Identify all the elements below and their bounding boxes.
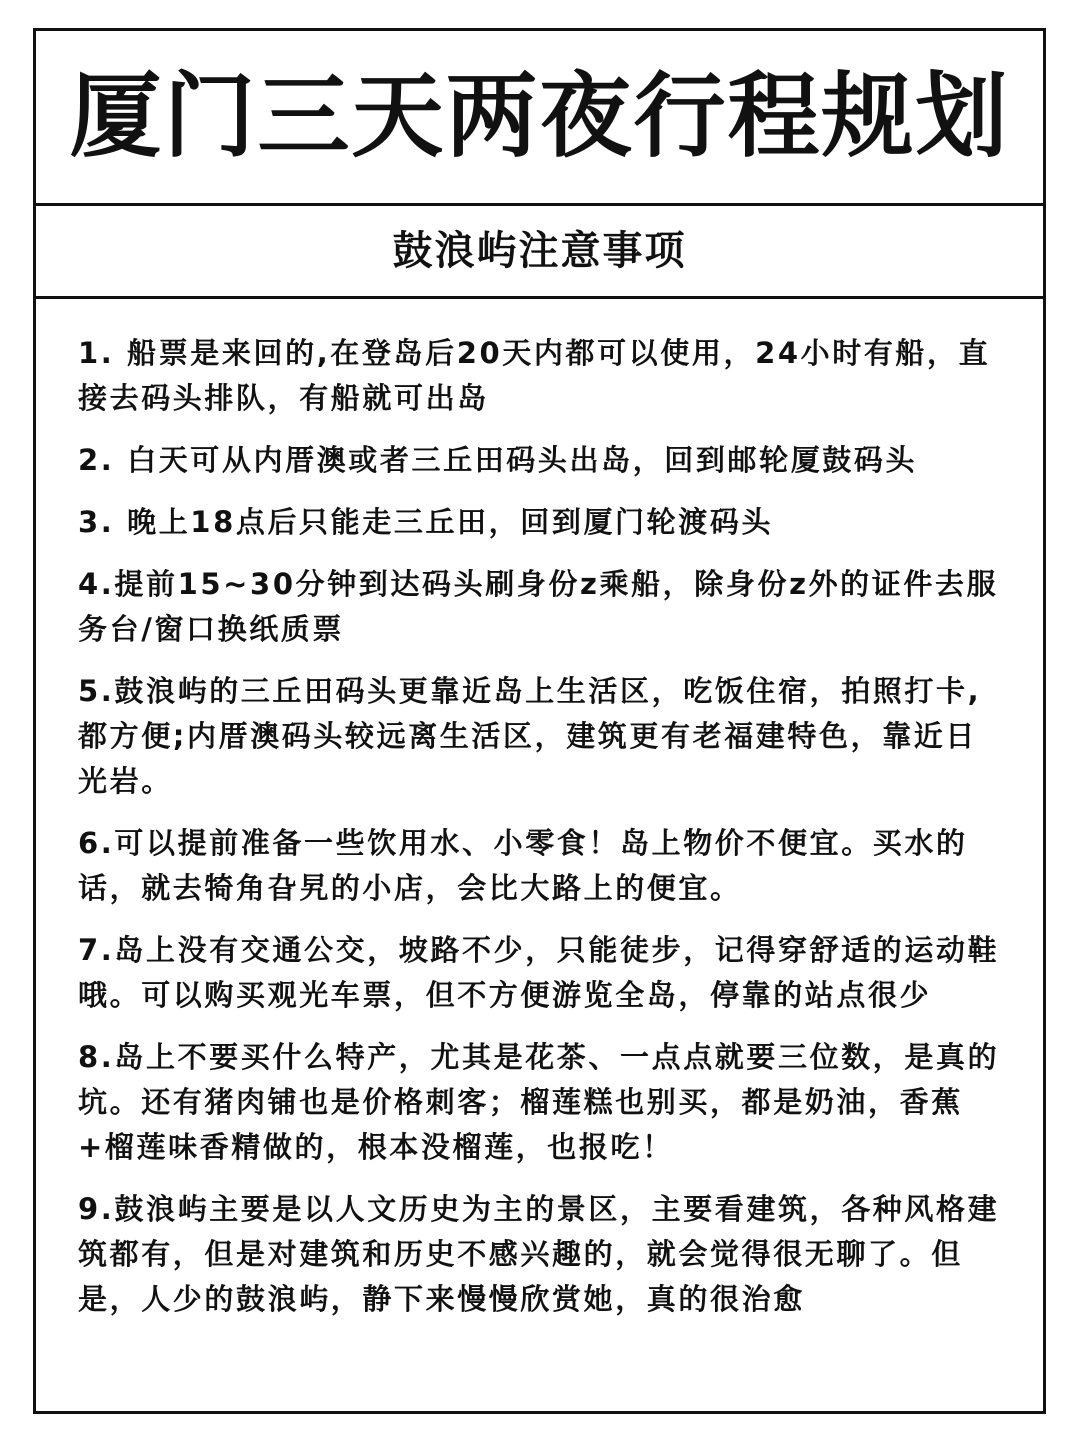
note-item: 2. 白天可从内厝澳或者三丘田码头出岛，回到邮轮厦鼓码头	[78, 443, 918, 477]
subtitle-section	[36, 206, 1043, 299]
note-item: 6.可以提前准备一些饮用水、小零食！岛上物价不便宜。买水的话，就去犄角旮旯的小店，会比大路上的便宜。	[78, 826, 968, 905]
section-subtitle: 鼓浪屿注意事项	[392, 228, 687, 274]
document-frame	[33, 28, 1046, 1414]
note-item: 3. 晚上18点后只能走三丘田，回到厦门轮渡码头	[78, 505, 774, 539]
title-section	[36, 31, 1043, 206]
notes-list	[36, 299, 1043, 1322]
note-item: 7.岛上没有交通公交，坡路不少，只能徒步，记得穿舒适的运动鞋哦。可以购买观光车票，但不方便游览全岛，停靠的站点很少	[78, 933, 1000, 1012]
note-item: 4.提前15~30分钟到达码头刷身份z乘船，除身份z外的证件去服务台/窗口换纸质票	[78, 567, 999, 646]
note-item: 8.岛上不要买什么特产，尤其是花茶、一点点就要三位数，是真的坑。还有猪肉铺也是价格刺客；榴莲糕也别买，都是奶油，香蕉+榴莲味香精做的，根本没榴莲，也报吃！	[78, 1040, 1000, 1164]
note-item: 9.鼓浪屿主要是以人文历史为主的景区，主要看建筑，各种风格建筑都有，但是对建筑和历史不感兴趣的，就会觉得很无聊了。但是，人少的鼓浪屿，静下来慢慢欣赏她，真的很治愈	[78, 1192, 1000, 1316]
page-title: 厦门三天两夜行程规划	[69, 63, 1010, 170]
note-item: 1. 船票是来回的,在登岛后20天内都可以使用，24小时有船，直接去码头排队，有船就可出岛	[78, 336, 991, 415]
note-item: 5.鼓浪屿的三丘田码头更靠近岛上生活区，吃饭住宿，拍照打卡,都方便;内厝澳码头较远离生活区，建筑更有老福建特色，靠近日光岩。	[78, 674, 982, 798]
